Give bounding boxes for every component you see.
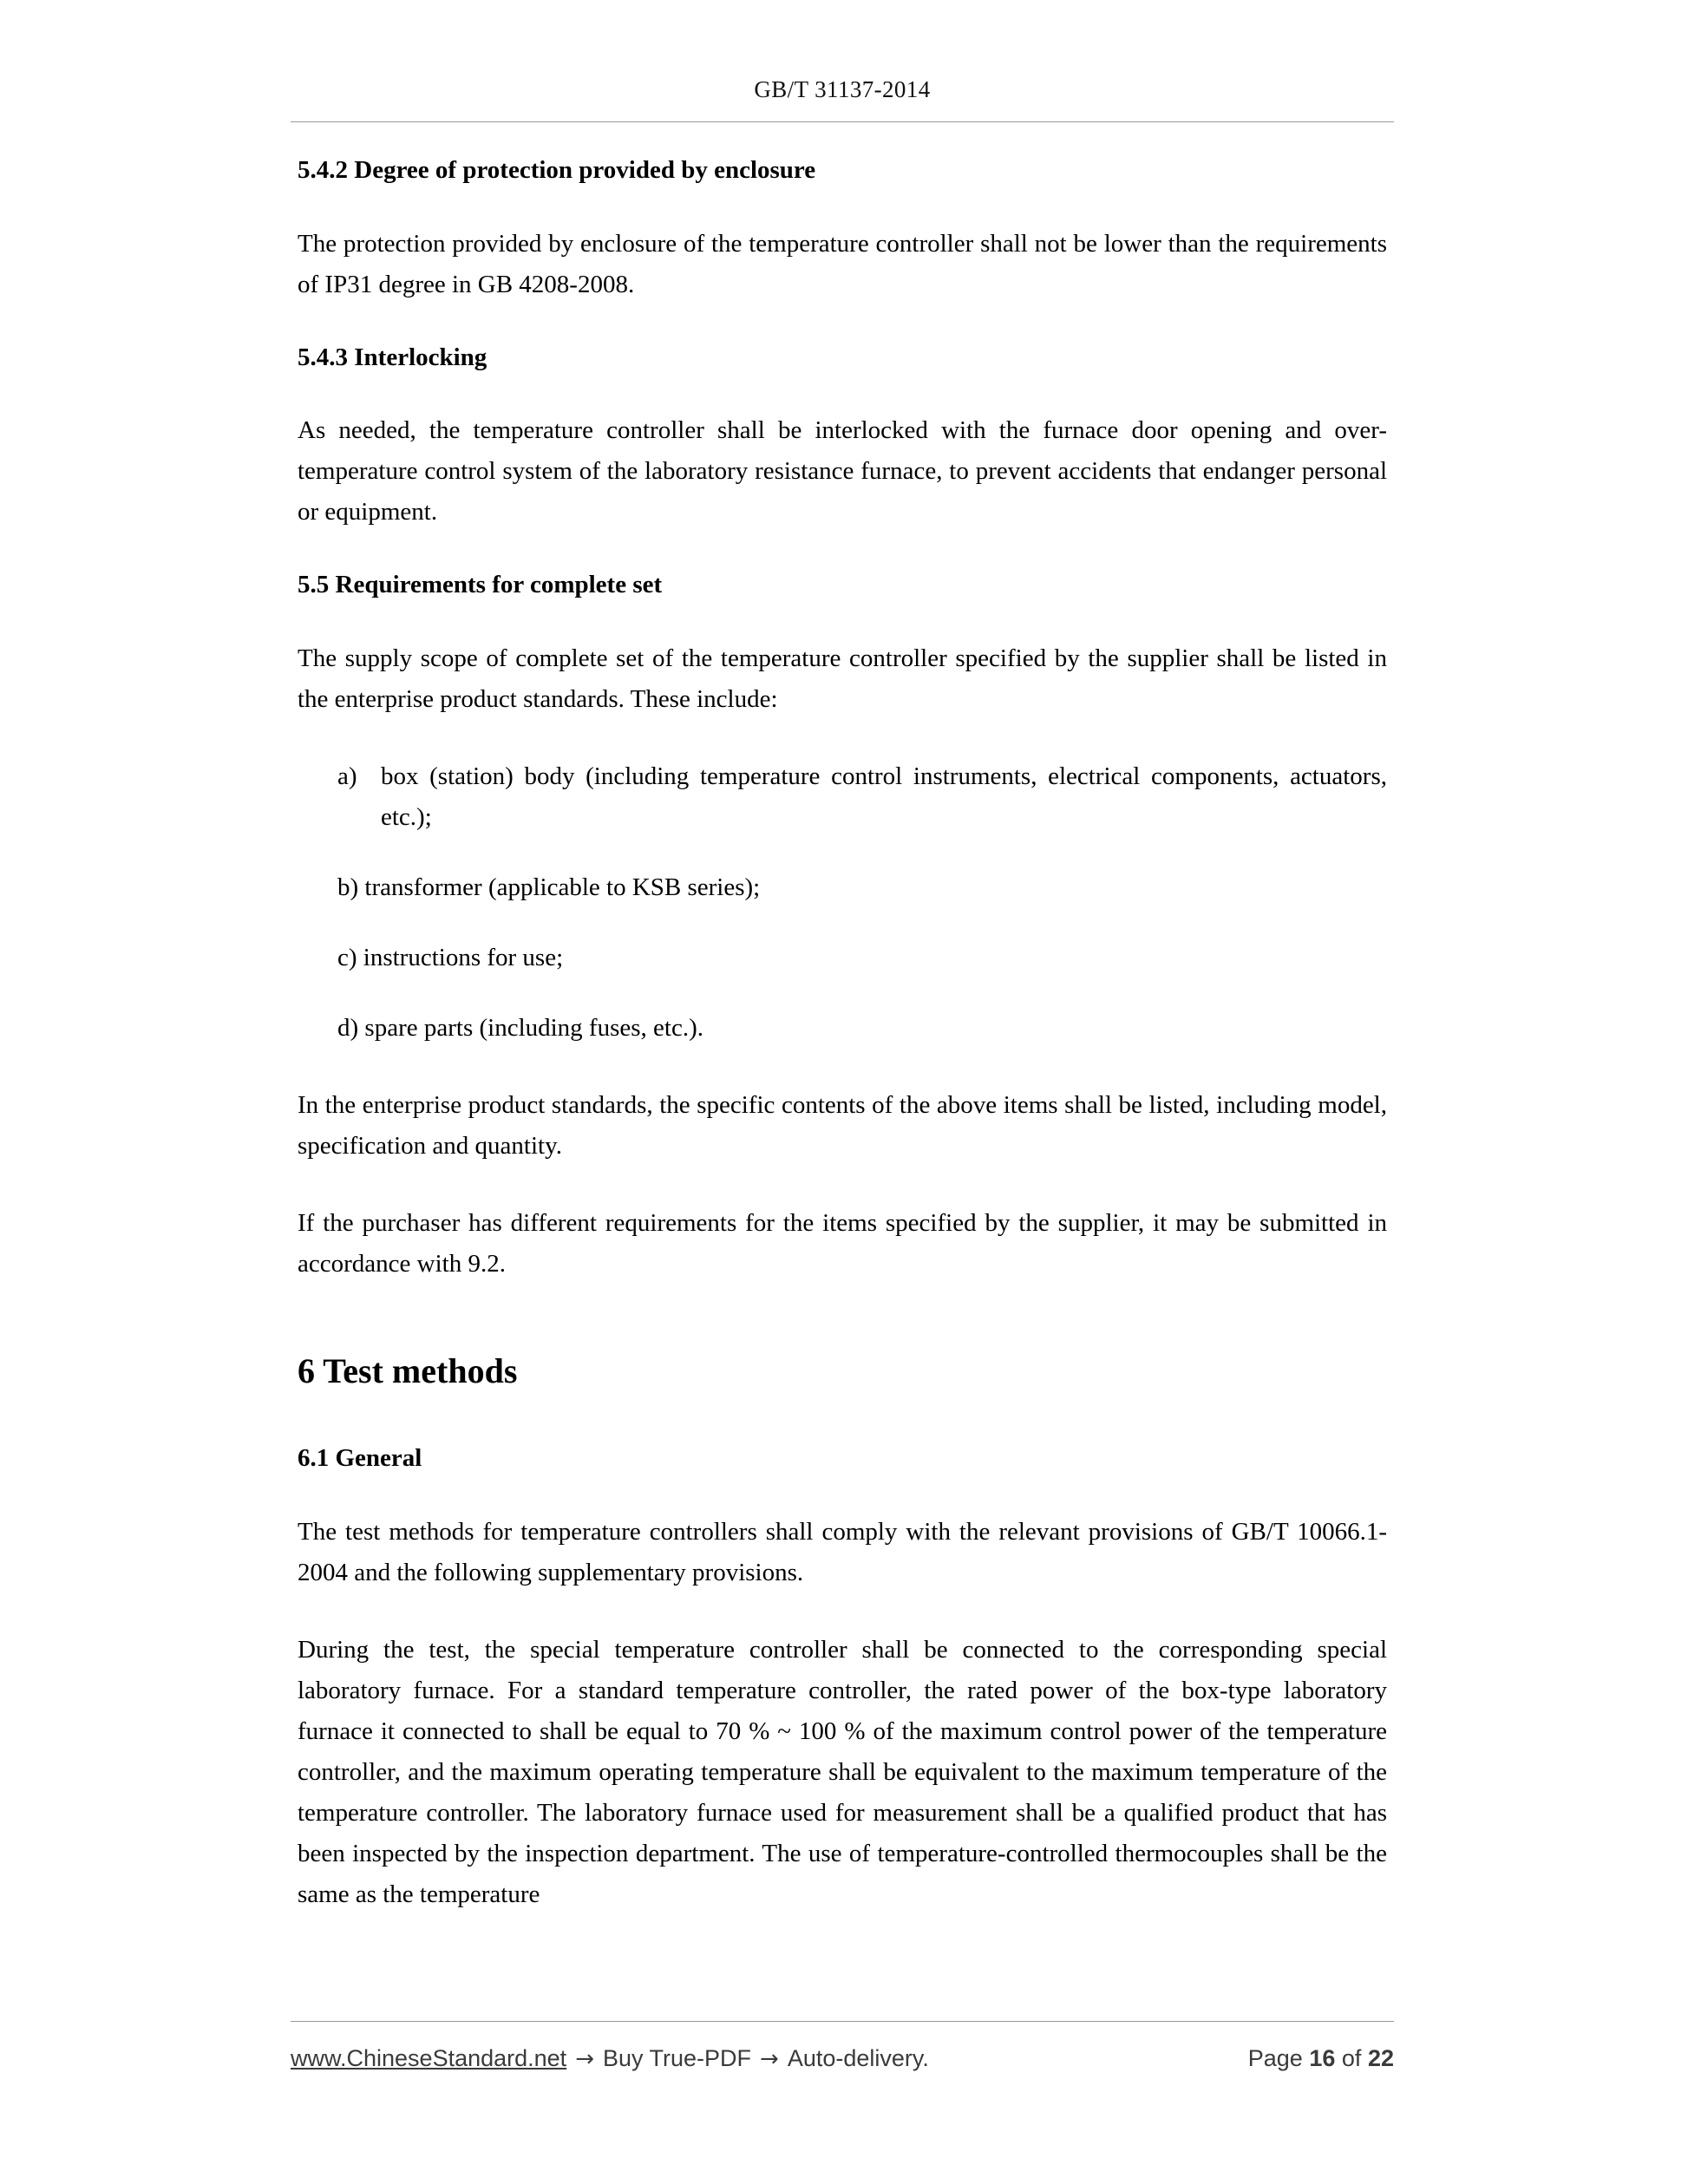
- list-marker: c): [337, 944, 357, 972]
- delivery-label: Auto-delivery.: [787, 2045, 929, 2071]
- list-item: [298, 756, 1387, 838]
- list-item: [298, 867, 1387, 908]
- spacer: [298, 1593, 1387, 1630]
- list-item-text: spare parts (including fuses, etc.).: [364, 1014, 703, 1043]
- buy-label: Buy True-PDF: [602, 2045, 752, 2071]
- heading-5-4-2: 5.4.2 Degree of protection provided by enclosure: [298, 156, 816, 184]
- list-marker: b): [337, 873, 359, 902]
- heading-5-4-3: 5.4.3 Interlocking: [298, 343, 487, 371]
- spacer: [298, 1285, 1387, 1349]
- list-item: [298, 1008, 1387, 1049]
- spacer: [298, 533, 1387, 569]
- page-label: Page: [1247, 2045, 1303, 2071]
- heading-5-5: 5.5 Requirements for complete set: [298, 571, 663, 599]
- spacer: [298, 187, 1387, 224]
- spacer: [298, 1475, 1387, 1512]
- page-indicator: [1248, 2045, 1394, 2072]
- spacer: [298, 1049, 1387, 1085]
- paragraph-5-4-2: The protection provided by enclosure of the temperature controller shall not be lower than the requirements of IP31 degree in GB 4208-2008.: [298, 229, 1387, 298]
- list-item-text: instructions for use;: [363, 944, 564, 972]
- footer-promo: [291, 2045, 929, 2072]
- list-item: [298, 938, 1387, 978]
- list-item-text: box (station) body (including temperature control instruments, electrical components, actuators, etc.);: [381, 762, 1387, 832]
- arrow-right-icon: →: [760, 2046, 779, 2072]
- header-divider: [291, 121, 1394, 122]
- website-link[interactable]: www.ChineseStandard.net: [291, 2045, 567, 2071]
- complete-set-list: [298, 756, 1387, 1049]
- list-item-text-c: [337, 944, 563, 971]
- paragraph-6-1-2: During the test, the special temperature controller shall be connected to the corresponding special laboratory furnace. For a standard temperature controller, the rated power of the box-type laboratory furnace it connected to shall be equal to 70 % ~ 100 % of the maximum control power of the temperature controller, and the maximum operating temperature shall be equivalent to the maximum temperature of the temperature controller. The laboratory furnace used for measurement shall be a qualified product that has been inspected by the inspection department. The use of temperature-controlled thermocouples shall be the same as the temperature: [298, 1635, 1387, 1908]
- spacer: [298, 1394, 1387, 1442]
- arrow-right-icon: →: [575, 2046, 594, 2072]
- list-marker: d): [337, 1014, 359, 1043]
- spacer: [298, 720, 1387, 756]
- paragraph-6-1-1: The test methods for temperature controllers shall comply with the relevant provisions of GB/T 10066.1-2004 and the following supplementary provisions.: [298, 1517, 1387, 1586]
- page-header: [291, 76, 1394, 103]
- list-item-text-b: [337, 873, 760, 901]
- of-label: of: [1341, 2045, 1362, 2071]
- list-item-text: transformer (applicable to KSB series);: [364, 873, 761, 902]
- spacer: [298, 1167, 1387, 1203]
- heading-6-1: 6.1 General: [298, 1444, 422, 1473]
- standard-number: GB/T 31137-2014: [754, 76, 931, 102]
- paragraph-5-5-after-1: In the enterprise product standards, the specific contents of the above items shall be listed, including model, specification and quantity.: [298, 1091, 1387, 1161]
- page-content: [298, 154, 1387, 1915]
- paragraph-5-4-3: As needed, the temperature controller shall be interlocked with the furnace door opening and over-temperature control system of the laboratory resistance furnace, to prevent accidents that endanger personal or equipment.: [298, 416, 1387, 526]
- list-item-text-d: [337, 1014, 703, 1042]
- footer-divider: [291, 2021, 1394, 2022]
- heading-chapter-6: 6 Test methods: [298, 1351, 518, 1391]
- paragraph-5-5-intro: The supply scope of complete set of the temperature controller specified by the supplier shall be listed in the enterprise product standards. These include:: [298, 644, 1387, 714]
- list-marker: a): [337, 762, 357, 791]
- spacer: [298, 305, 1387, 342]
- spacer: [298, 602, 1387, 638]
- total-pages: 22: [1367, 2045, 1394, 2071]
- spacer: [298, 374, 1387, 410]
- paragraph-5-5-after-2: If the purchaser has different requirements for the items specified by the supplier, it may be submitted in accordance with 9.2.: [298, 1209, 1387, 1278]
- page-footer: [291, 2045, 1394, 2072]
- page-number: 16: [1309, 2045, 1336, 2071]
